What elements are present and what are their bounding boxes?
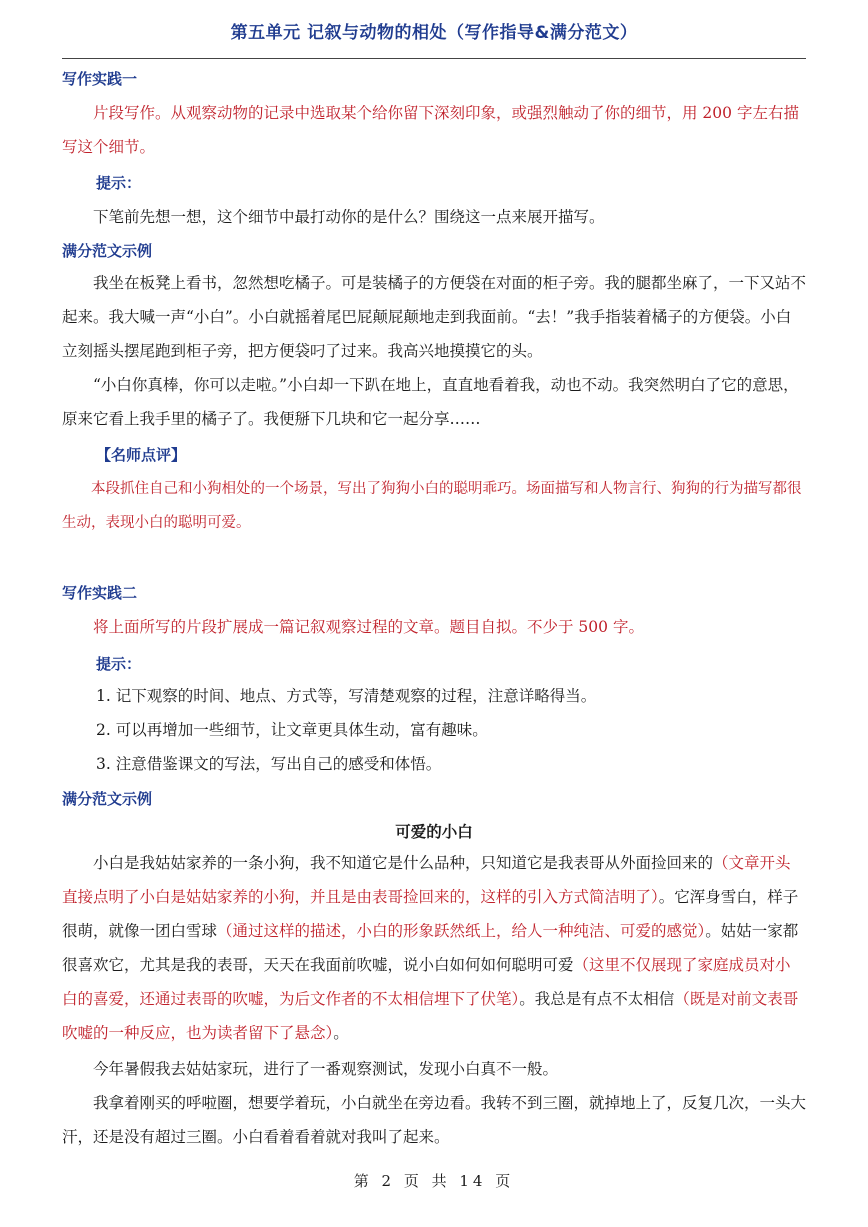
essay-p1-text-c: 。它浑身雪白，样子很萌，就像一团白雪球 xyxy=(62,888,799,940)
essay-p1-text-e: 。姑姑一家都很喜欢它，尤其是我的表哥，天天在我面前吹嘘，说小白如何如何聪明可爱 xyxy=(62,922,799,974)
practice1-hint-text: 下笔前先想一想，这个细节中最打动你的是什么？围绕这一点来展开描写。 xyxy=(93,208,605,226)
essay-p1-text-a: 小白是我姑姑家养的一条小狗，我不知道它是什么品种，只知道它是我表哥从外面捡回来的 xyxy=(93,854,714,872)
practice1-sample-p2: “小白你真棒，你可以走啦。”小白却一下趴在地上，直直地看着我，动也不动。我突然明白了它的意思，原来它看上我手里的橘子了。我便掰下几块和它一起分享…… xyxy=(62,376,799,428)
practice1-critic-label: 【名师点评】 xyxy=(96,446,187,464)
essay-paragraph-3: 我拿着刚买的呼啦圈，想要学着玩，小白就坐在旁边看。我转不到三圈，就掉地上了，反复几次，一头大汗，还是没有超过三圈。小白看着看着就对我叫了起来。 xyxy=(62,1094,807,1146)
essay-title: 可爱的小白 xyxy=(395,823,473,841)
practice1-sample-p1: 我坐在板凳上看书，忽然想吃橘子。可是装橘子的方便袋在对面的柜子旁。我的腿都坐麻了，一下又站不起来。我大喊一声“小白”。小白就摇着尾巴屁颠屁颠地走到我面前。“去！”我手指装着橘子的方便袋。小白立刻摇头摆尾跑到柜子旁，把方便袋叼了过来。我高兴地摸摸它的头。 xyxy=(62,274,807,360)
essay-p1-comment-f: （这里不仅展现了家庭成员对小白的喜爱，还通过表哥的吹嘘，为后文作者的不太相信埋下了伏笔） xyxy=(62,956,791,1008)
header-divider xyxy=(62,58,806,59)
essay-p1-text-g: 。我总是有点不太相信 xyxy=(519,990,675,1008)
practice1-hint-label: 提示： xyxy=(96,174,142,192)
practice1-heading: 写作实践一 xyxy=(62,70,138,88)
practice2-sample-heading: 满分范文示例 xyxy=(62,790,153,808)
practice2-hint-3: 3. 注意借鉴课文的写法，写出自己的感受和体悟。 xyxy=(96,755,442,773)
essay-paragraph-1 xyxy=(62,846,806,1050)
page-number: 第 2 页 共 14 页 xyxy=(353,1172,515,1190)
practice1-critic-text: 本段抓住自己和小狗相处的一个场景，写出了狗狗小白的聪明乖巧。场面描写和人物言行、狗狗的行为描写都很生动，表现小白的聪明可爱。 xyxy=(62,481,802,531)
practice2-hint-label: 提示： xyxy=(96,655,142,673)
page-header-title: 第五单元 记叙与动物的相处（写作指导&满分范文） xyxy=(230,23,638,43)
essay-paragraph-2: 今年暑假我去姑姑家玩，进行了一番观察测试，发现小白真不一般。 xyxy=(93,1060,559,1078)
practice1-task: 片段写作。从观察动物的记录中选取某个给你留下深刻印象，或强烈触动了你的细节，用 200 字左右描写这个细节。 xyxy=(62,104,799,156)
practice2-heading: 写作实践二 xyxy=(62,584,138,602)
essay-p1-comment-b: （文章开头直接点明了小白是姑姑家养的小狗，并且是由表哥捡回来的，这样的引入方式简洁明了） xyxy=(62,854,791,906)
practice1-sample-heading: 满分范文示例 xyxy=(62,242,153,260)
practice2-hint-1: 1. 记下观察的时间、地点、方式等，写清楚观察的过程，注意详略得当。 xyxy=(96,687,597,705)
practice2-hint-2: 2. 可以再增加一些细节，让文章更具体生动，富有趣味。 xyxy=(96,721,488,739)
essay-p1-text-i: 。 xyxy=(333,1024,349,1042)
essay-p1-comment-d: （通过这样的描述，小白的形象跃然纸上，给人一种纯洁、可爱的感觉） xyxy=(217,922,706,940)
essay-p1-comment-h: （既是对前文表哥吹嘘的一种反应，也为读者留下了悬念） xyxy=(62,990,799,1042)
practice2-task: 将上面所写的片段扩展成一篇记叙观察过程的文章。题目自拟。不少于 500 字。 xyxy=(93,618,644,636)
